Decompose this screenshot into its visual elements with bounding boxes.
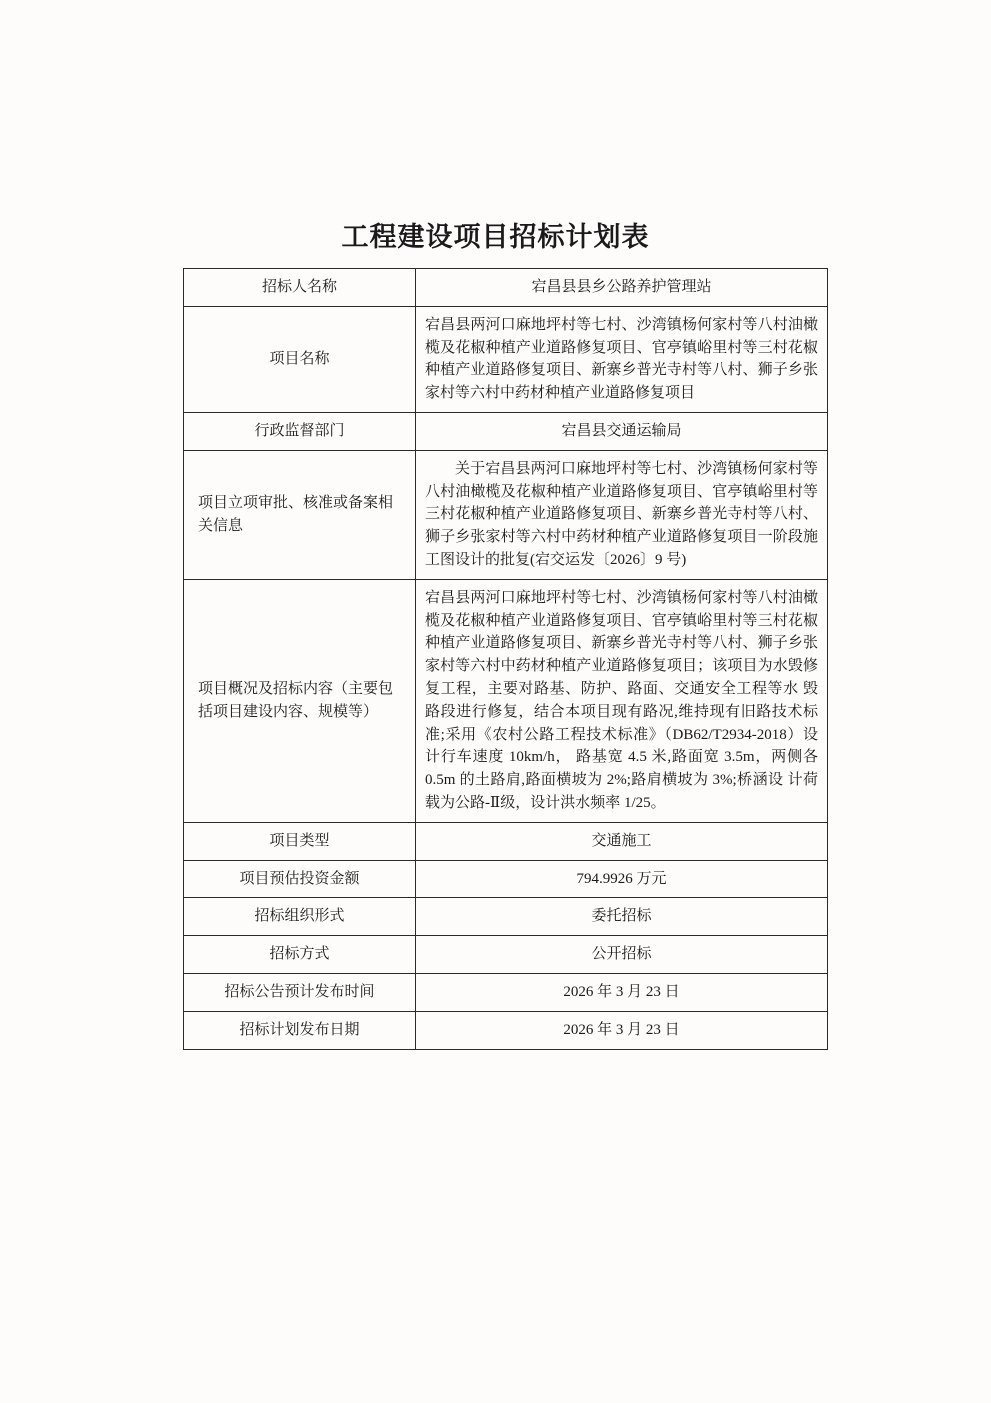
page-title: 工程建设项目招标计划表 <box>341 222 650 252</box>
row-label-bidder-name: 招标人名称 <box>184 269 416 307</box>
row-value-organization-form: 委托招标 <box>416 898 828 936</box>
table-row <box>184 450 828 579</box>
table-row <box>184 822 828 860</box>
table-row <box>184 898 828 936</box>
row-value-project-type: 交通施工 <box>416 822 828 860</box>
row-label-project-overview: 项目概况及招标内容（主要包括项目建设内容、规模等） <box>184 579 416 822</box>
table-row <box>184 1011 828 1049</box>
row-label-announcement-date: 招标公告预计发布时间 <box>184 973 416 1011</box>
bidding-plan-table <box>183 268 828 1050</box>
row-value-bidding-method: 公开招标 <box>416 936 828 974</box>
row-label-plan-publish-date: 招标计划发布日期 <box>184 1011 416 1049</box>
row-value-bidder-name: 宕昌县县乡公路养护管理站 <box>416 269 828 307</box>
row-label-project-name: 项目名称 <box>184 306 416 412</box>
table-row <box>184 269 828 307</box>
row-value-supervision-dept: 宕昌县交通运输局 <box>416 412 828 450</box>
table-row <box>184 579 828 822</box>
table-row <box>184 860 828 898</box>
row-value-project-name: 宕昌县两河口麻地坪村等七村、沙湾镇杨何家村等八村油橄榄及花椒种植产业道路修复项目、官亭镇峪里村等三村花椒种植产业道路修复项目、新寨乡普光寺村等八村、狮子乡张家村等六村中药材种植产业道路修复项目 <box>416 306 828 412</box>
row-label-organization-form: 招标组织形式 <box>184 898 416 936</box>
row-label-estimated-investment: 项目预估投资金额 <box>184 860 416 898</box>
row-value-estimated-investment: 794.9926 万元 <box>416 860 828 898</box>
table-row <box>184 936 828 974</box>
row-value-plan-publish-date: 2026 年 3 月 23 日 <box>416 1011 828 1049</box>
row-label-supervision-dept: 行政监督部门 <box>184 412 416 450</box>
row-value-project-overview: 宕昌县两河口麻地坪村等七村、沙湾镇杨何家村等八村油橄榄及花椒种植产业道路修复项目、官亭镇峪里村等三村花椒种植产业道路修复项目、新寨乡普光寺村等八村、狮子乡张家村等六村中药材种植产业道路修复项目；该项目为水毁修复工程，主要对路基、防护、路面、交通安全工程等水 毁路段进行修复，结合本项目现有路况,维持现有旧路技术标准;采用《农村公路工程技术标准》（DB62/T2934-2018）设计行车速度 10km/h， 路基宽 4.5 米,路面宽 3.5m，两侧各 0.5m 的土路肩,路面横坡为 2%;路肩横坡为 3%;桥涵设 计荷载为公路-Ⅱ级，设计洪水频率 1/25。 <box>416 579 828 822</box>
table-row <box>184 973 828 1011</box>
table-row <box>184 306 828 412</box>
table-row <box>184 412 828 450</box>
row-value-announcement-date: 2026 年 3 月 23 日 <box>416 973 828 1011</box>
row-label-approval-info: 项目立项审批、核准或备案相关信息 <box>184 450 416 579</box>
row-value-approval-info: 关于宕昌县两河口麻地坪村等七村、沙湾镇杨何家村等八村油橄榄及花椒种植产业道路修复项目、官亭镇峪里村等三村花椒种植产业道路修复项目、新寨乡普光寺村等八村、狮子乡张家村等六村中药材种植产业道路修复项目一阶段施工图设计的批复(宕交运发〔2026〕9 号) <box>416 450 828 579</box>
row-label-bidding-method: 招标方式 <box>184 936 416 974</box>
row-label-project-type: 项目类型 <box>184 822 416 860</box>
